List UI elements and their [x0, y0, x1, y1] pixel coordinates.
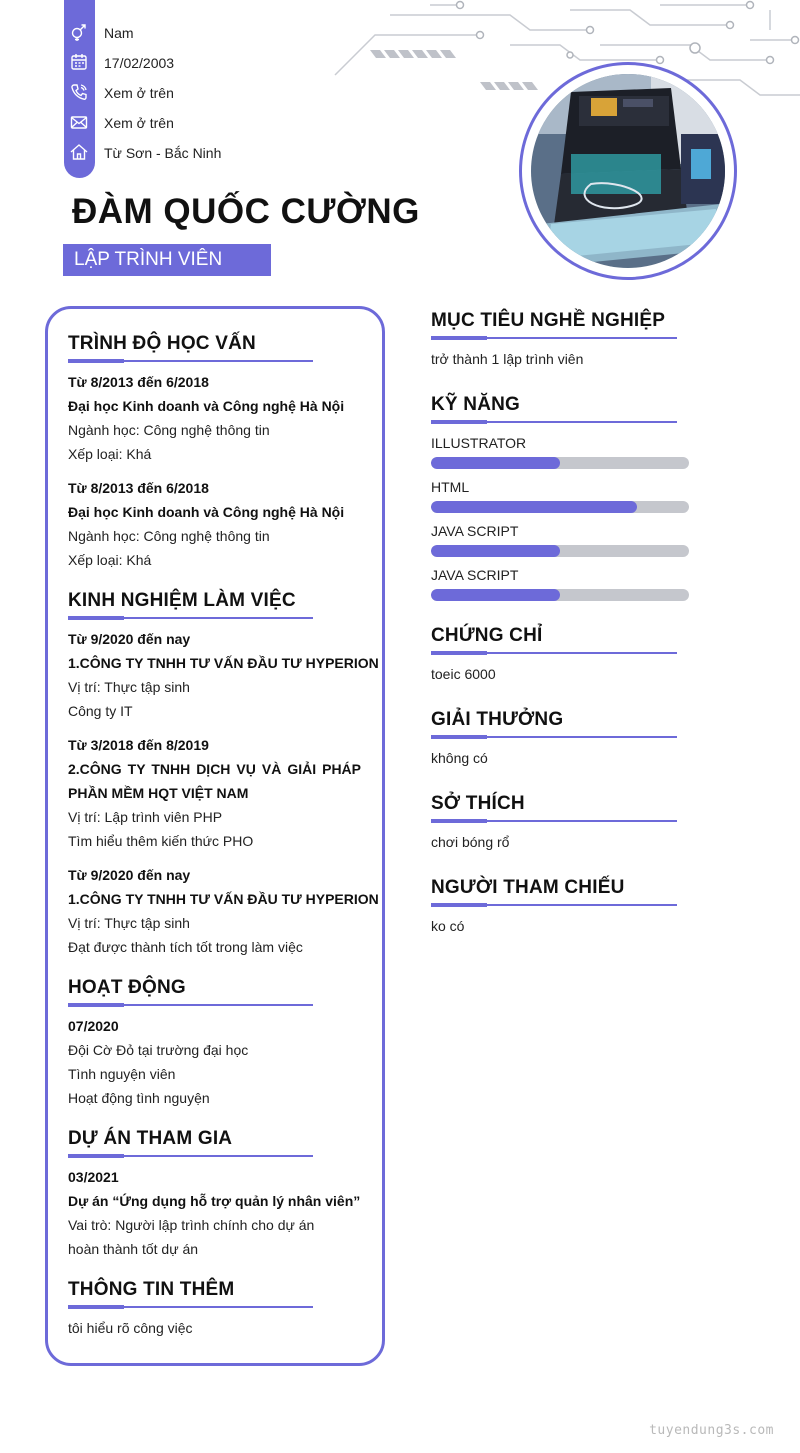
experience-company-cont: PHẦN MỀM HQT VIỆT NAM — [68, 785, 249, 801]
certificates-title: CHỨNG CHỈ — [431, 625, 543, 646]
hobbies-title: SỞ THÍCH — [431, 793, 525, 814]
projects-title: DỰ ÁN THAM GIA — [68, 1128, 233, 1149]
education-title: TRÌNH ĐỘ HỌC VẤN — [68, 333, 256, 354]
activities-line: Đội Cờ Đỏ tại trường đại học — [68, 1042, 249, 1058]
activities-title: HOẠT ĐỘNG — [68, 977, 186, 998]
experience-company: 1.CÔNG TY TNHH TƯ VẤN ĐẦU TƯ HYPERION — [68, 655, 379, 671]
objective-title: MỤC TIÊU NGHỀ NGHIỆP — [431, 310, 666, 331]
references-text: ko có — [431, 918, 465, 934]
awards-title: GIẢI THƯỞNG — [431, 709, 564, 730]
watermark: tuyendung3s.com — [649, 1423, 774, 1438]
skill-fill — [431, 457, 560, 469]
candidate-role: LẬP TRÌNH VIÊN — [63, 244, 271, 276]
projects-date: 03/2021 — [68, 1169, 119, 1185]
skill-fill — [431, 545, 560, 557]
education-school: Đại học Kinh doanh và Công nghệ Hà Nội — [68, 504, 345, 520]
skill-bar — [431, 589, 689, 601]
education-period: Từ 8/2013 đến 6/2018 — [68, 480, 209, 496]
awards-underline — [431, 736, 677, 738]
certificates-text: toeic 6000 — [431, 666, 496, 682]
mail-icon — [68, 111, 90, 133]
experience-detail: Tìm hiểu thêm kiến thức PHO — [68, 833, 254, 849]
skills-title: KỸ NĂNG — [431, 394, 521, 415]
projects-underline — [68, 1155, 313, 1157]
project-line: hoàn thành tốt dự án — [68, 1241, 199, 1257]
skills-underline — [431, 421, 677, 423]
activities-underline — [68, 1004, 313, 1006]
experience-detail: Công ty IT — [68, 703, 133, 719]
activities-line: Tình nguyện viên — [68, 1066, 176, 1082]
phone-icon — [68, 81, 90, 103]
more-info-underline — [68, 1306, 313, 1308]
skill-name: ILLUSTRATOR — [431, 435, 527, 451]
contact-gender: Nam — [104, 25, 134, 41]
education-major: Ngành học: Công nghệ thông tin — [68, 422, 270, 438]
education-major: Ngành học: Công nghệ thông tin — [68, 528, 270, 544]
project-line: Vai trò: Người lập trình chính cho dự án — [68, 1217, 315, 1233]
activities-date: 07/2020 — [68, 1018, 119, 1034]
gender-icon — [68, 21, 90, 43]
activities-line: Hoạt động tình nguyện — [68, 1090, 210, 1106]
experience-period: Từ 3/2018 đến 8/2019 — [68, 737, 209, 753]
experience-company: 2.CÔNG TY TNHH DỊCH VỤ VÀ GIẢI PHÁP — [68, 761, 361, 777]
objective-text: trở thành 1 lập trình viên — [431, 351, 584, 367]
contact-address: Từ Sơn - Bắc Ninh — [104, 145, 222, 161]
objective-underline — [431, 337, 677, 339]
skill-name: HTML — [431, 479, 470, 495]
education-period: Từ 8/2013 đến 6/2018 — [68, 374, 209, 390]
more-info-text: tôi hiểu rõ công việc — [68, 1320, 193, 1336]
avatar — [531, 74, 725, 268]
skill-fill — [431, 589, 560, 601]
experience-period: Từ 9/2020 đến nay — [68, 631, 191, 647]
project-name: Dự án “Ứng dụng hỗ trợ quản lý nhân viên” — [68, 1193, 361, 1209]
skill-bar — [431, 457, 689, 469]
skill-name: JAVA SCRIPT — [431, 523, 519, 539]
references-underline — [431, 904, 677, 906]
skill-name: JAVA SCRIPT — [431, 567, 519, 583]
experience-detail: Đạt được thành tích tốt trong làm việc — [68, 939, 303, 955]
experience-title: KINH NGHIỆM LÀM VIỆC — [68, 590, 296, 611]
references-title: NGƯỜI THAM CHIẾU — [431, 877, 625, 898]
awards-text: không có — [431, 750, 488, 766]
home-icon — [68, 141, 90, 163]
contact-email: Xem ở trên — [104, 115, 174, 131]
education-school: Đại học Kinh doanh và Công nghệ Hà Nội — [68, 398, 345, 414]
hobbies-underline — [431, 820, 677, 822]
skill-fill — [431, 501, 637, 513]
skill-bar — [431, 501, 689, 513]
calendar-icon — [68, 51, 90, 73]
certificates-underline — [431, 652, 677, 654]
experience-underline — [68, 617, 313, 619]
education-grade: Xếp loại: Khá — [68, 446, 152, 462]
experience-position: Vị trí: Thực tập sinh — [68, 679, 190, 695]
experience-company: 1.CÔNG TY TNHH TƯ VẤN ĐẦU TƯ HYPERION — [68, 891, 379, 907]
candidate-name: ĐÀM QUỐC CƯỜNG — [72, 192, 420, 231]
experience-period: Từ 9/2020 đến nay — [68, 867, 191, 883]
contact-phone: Xem ở trên — [104, 85, 174, 101]
contact-birthday: 17/02/2003 — [104, 55, 175, 71]
education-underline — [68, 360, 313, 362]
skill-bar — [431, 545, 689, 557]
experience-position: Vị trí: Lập trình viên PHP — [68, 809, 223, 825]
hobbies-text: chơi bóng rổ — [431, 834, 510, 850]
education-grade: Xếp loại: Khá — [68, 552, 152, 568]
more-info-title: THÔNG TIN THÊM — [68, 1279, 235, 1300]
experience-position: Vị trí: Thực tập sinh — [68, 915, 190, 931]
